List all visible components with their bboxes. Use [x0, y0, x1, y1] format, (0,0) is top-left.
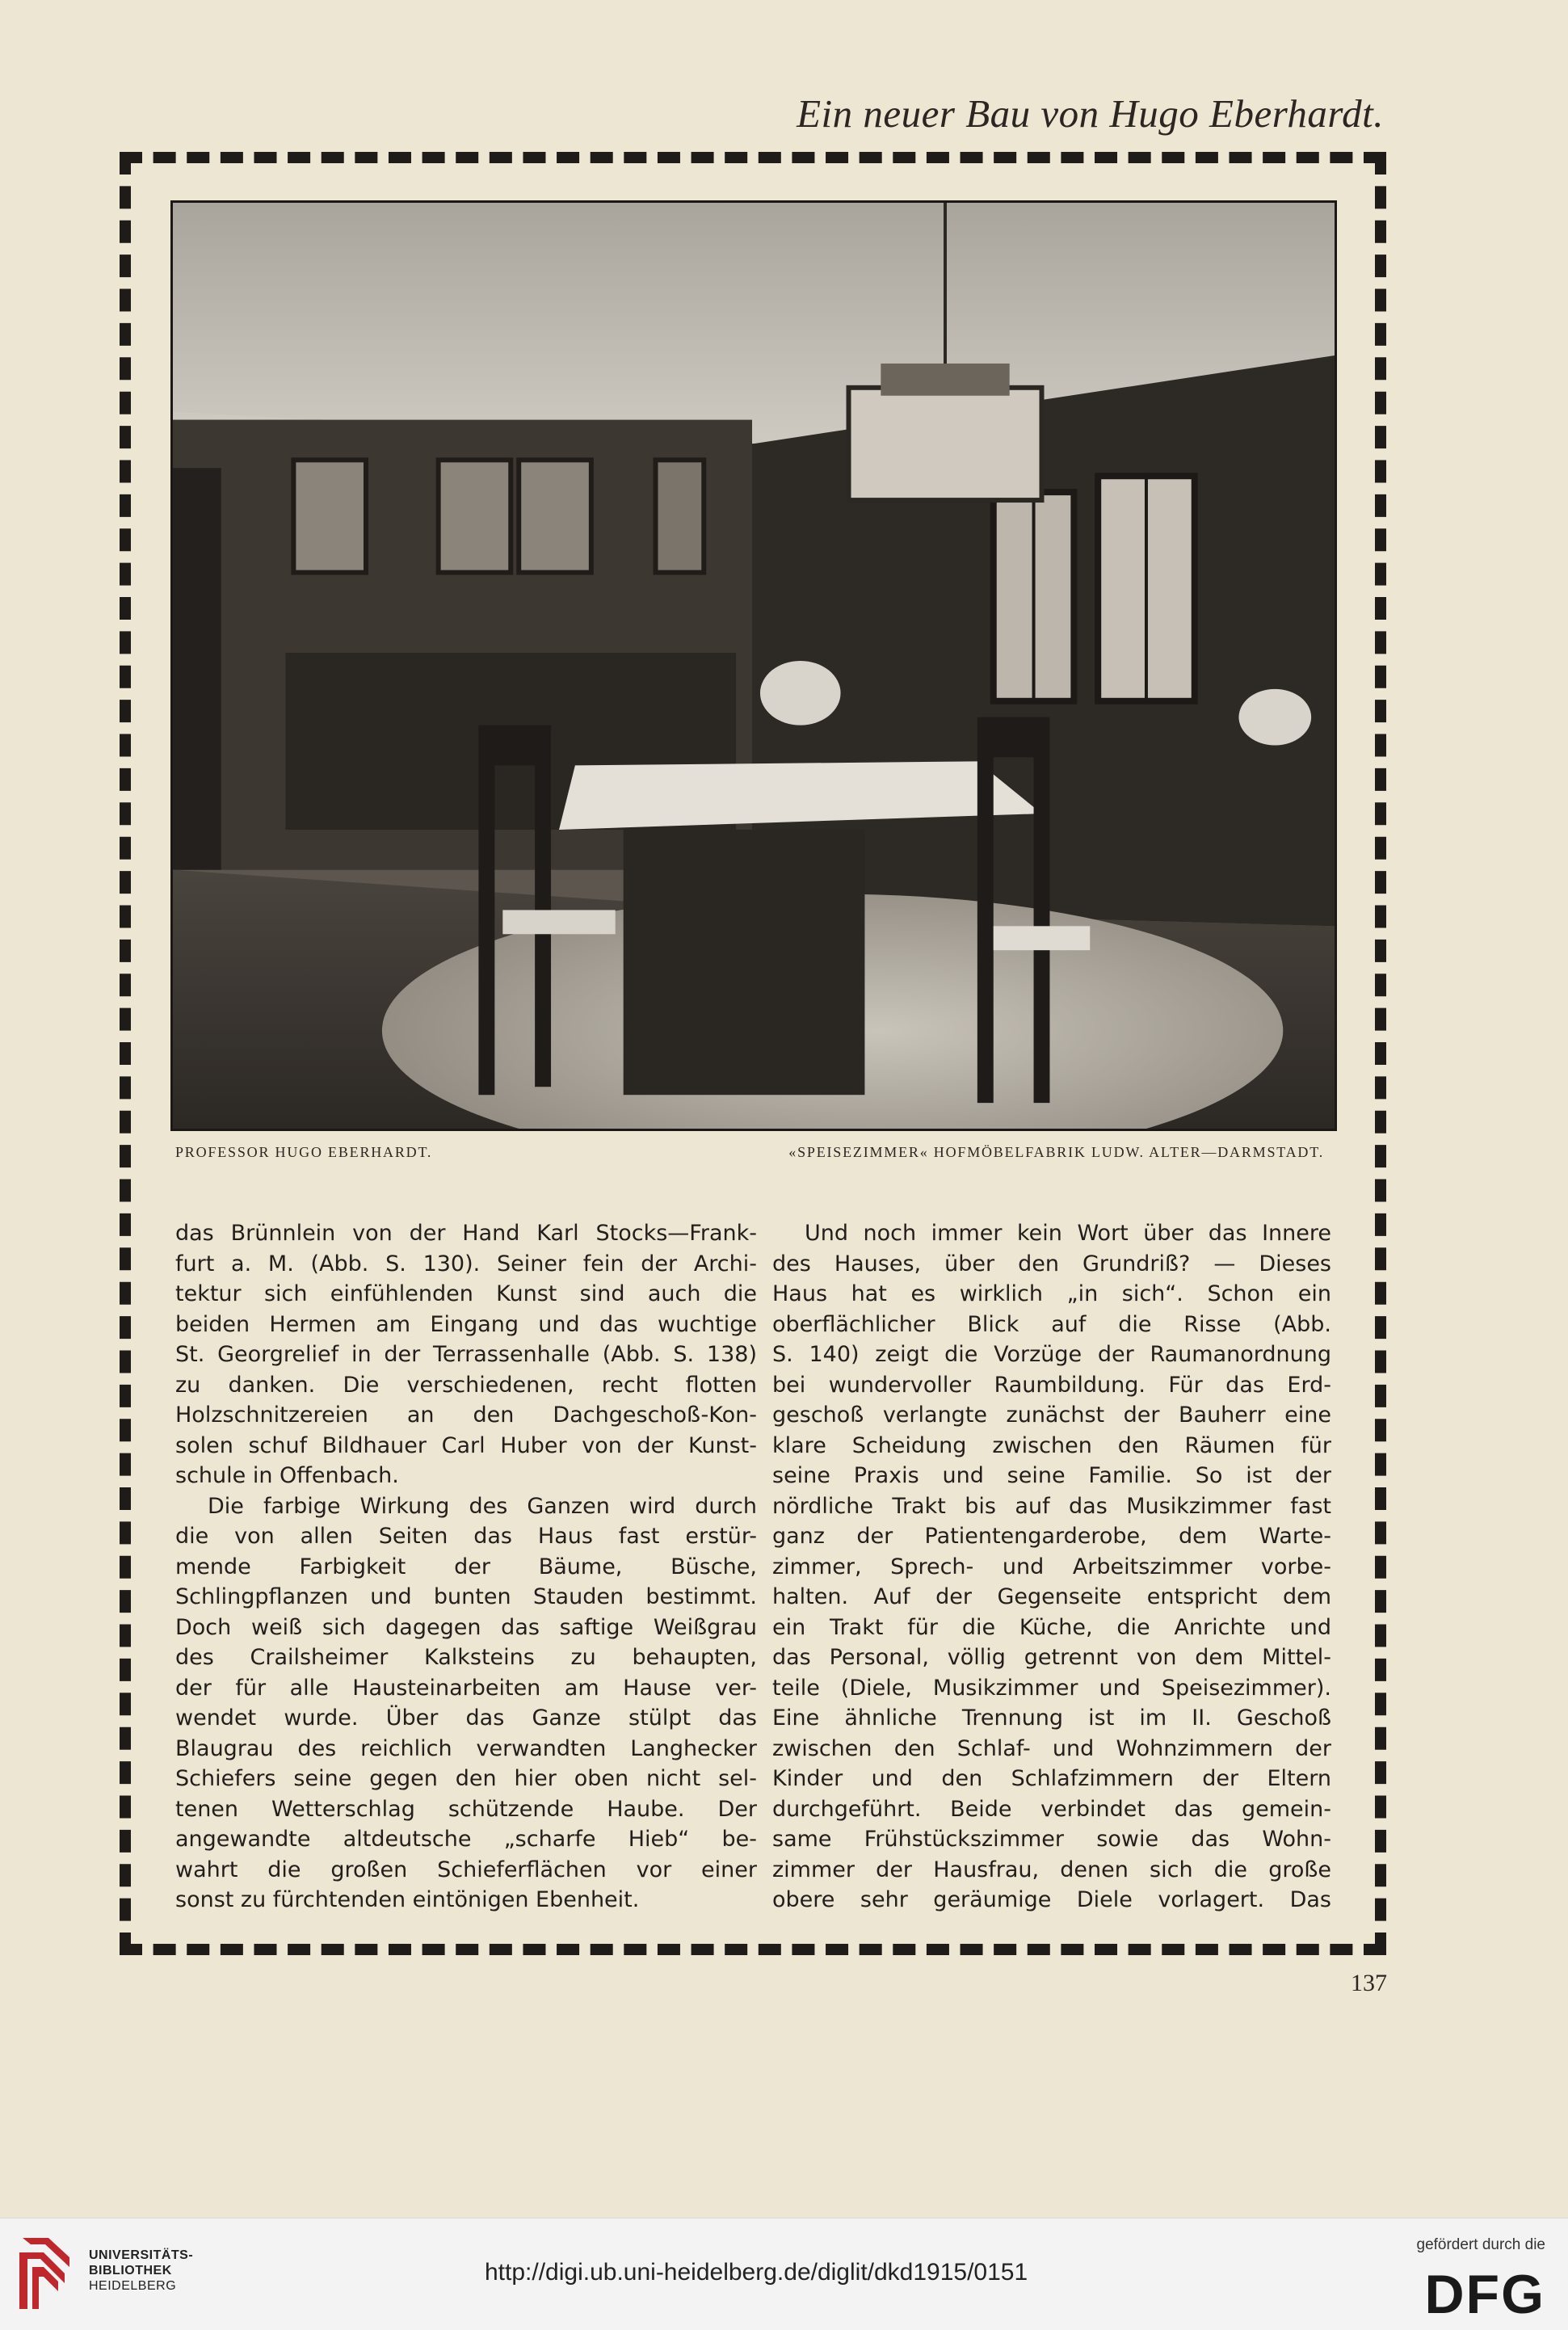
text-line: S. 140) zeigt die Vorzüge der Raumanordnung — [772, 1342, 1331, 1367]
text-line: geschoß verlangte zunächst der Bauherr eine — [772, 1403, 1331, 1428]
permalink-url[interactable]: http://digi.ub.uni-heidelberg.de/diglit/dkd1915/0151 — [485, 2259, 1028, 2286]
text-line: seine Praxis und seine Familie. So ist der — [772, 1463, 1331, 1488]
text-line: St. Georgrelief in der Terrassenhalle (Abb. S. 138) — [175, 1342, 757, 1367]
text-line: Die farbige Wirkung des Ganzen wird durch — [208, 1493, 757, 1519]
text-line: das Brünnlein von der Hand Karl Stocks—Frank- — [175, 1221, 757, 1246]
text-line: Schiefers seine gegen den hier oben nicht sel- — [175, 1766, 757, 1791]
text-line: Schlingpflanzen und bunten Stauden bestimmt. — [175, 1584, 757, 1609]
text-line: halten. Auf der Gegenseite entspricht dem — [772, 1584, 1331, 1609]
text-line: furt a. M. (Abb. S. 130). Seiner fein der Archi- — [175, 1251, 757, 1276]
text-line: Blaugrau des reichlich verwandten Langhecker — [175, 1735, 757, 1761]
text-line: obere sehr geräumige Diele vorlagert. Das — [772, 1887, 1331, 1912]
text-line: ein Trakt für die Küche, die Anrichte und — [772, 1614, 1331, 1640]
text-line: Haus hat es wirklich „in sich“. Schon ein — [772, 1281, 1331, 1306]
photo-caption-author: PROFESSOR HUGO EBERHARDT. — [175, 1144, 433, 1160]
library-name-line: UNIVERSITÄTS- — [89, 2248, 194, 2262]
library-name — [89, 2248, 193, 2294]
text-line: Holzschnitzereien an den Dachgeschoß-Kon- — [175, 1403, 757, 1428]
text-line: Kinder und den Schlafzimmern der Eltern — [772, 1766, 1331, 1791]
text-line: tektur sich einfühlenden Kunst sind auch die — [175, 1281, 757, 1306]
text-column-left — [175, 1218, 757, 1916]
page-number: 137 — [1351, 1970, 1387, 1996]
text-line: beiden Hermen am Eingang und das wuchtige — [175, 1311, 757, 1337]
text-line: Eine ähnliche Trennung ist im II. Geschoß — [772, 1705, 1331, 1731]
text-line: teile (Diele, Musikzimmer und Speisezimmer). — [772, 1675, 1331, 1701]
text-line: die von allen Seiten das Haus fast erstür- — [175, 1524, 757, 1549]
text-line: mende Farbigkeit der Bäume, Büsche, — [175, 1554, 757, 1579]
text-line: Und noch immer kein Wort über das Innere — [805, 1221, 1331, 1246]
text-line: zimmer der Hausfrau, denen sich die große — [772, 1857, 1331, 1882]
text-line: zimmer, Sprech- und Arbeitszimmer vorbe- — [772, 1554, 1331, 1579]
text-line: des Crailsheimer Kalksteins zu behaupten, — [175, 1645, 757, 1670]
text-line: oberflächlicher Blick auf die Risse (Abb. — [772, 1311, 1331, 1337]
text-line: angewandte altdeutsche „scharfe Hieb“ be- — [175, 1827, 757, 1852]
text-line: zwischen den Schlaf- und Wohnzimmern der — [772, 1735, 1331, 1761]
funded-by-label: gefördert durch die — [1416, 2236, 1545, 2253]
text-line: wendet wurde. Über das Ganze stülpt das — [175, 1705, 757, 1731]
library-name-line: BIBLIOTHEK — [89, 2264, 172, 2277]
text-line: solen schuf Bildhauer Carl Huber von der Kunst- — [175, 1432, 757, 1458]
text-line: tenen Wetterschlag schützende Haube. Der — [175, 1796, 757, 1822]
library-name-line: HEIDELBERG — [89, 2279, 177, 2293]
text-line: klare Scheidung zwischen den Räumen für — [772, 1432, 1331, 1458]
text-line: ganz der Patientengarderobe, dem Warte- — [772, 1524, 1331, 1549]
text-line: sonst zu fürchtenden eintönigen Ebenheit. — [175, 1887, 640, 1912]
text-column-right — [772, 1218, 1331, 1916]
university-library-logo-icon — [16, 2235, 76, 2312]
photo-dining-room — [173, 203, 1335, 1129]
dining-room-photo — [170, 200, 1337, 1131]
text-line: durchgeführt. Beide verbindet das gemein- — [772, 1796, 1331, 1822]
text-line: schule in Offenbach. — [175, 1463, 399, 1488]
dfg-logo: DFG — [1424, 2264, 1545, 2325]
photo-caption-title: «SPEISEZIMMER« HOFMÖBELFABRIK LUDW. ALTER—DARMSTADT. — [788, 1144, 1324, 1160]
text-line: der für alle Hausteinarbeiten am Hause ver- — [175, 1675, 757, 1701]
text-line: wahrt die großen Schieferflächen vor einer — [175, 1857, 757, 1882]
text-line: zu danken. Die verschiedenen, recht flotten — [175, 1372, 757, 1398]
text-line: Doch weiß sich dagegen das saftige Weißgrau — [175, 1614, 757, 1640]
text-line: same Frühstückszimmer sowie das Wohn- — [772, 1827, 1331, 1852]
text-line: das Personal, völlig getrennt von dem Mittel- — [772, 1645, 1331, 1670]
text-line: des Hauses, über den Grundriß? — Dieses — [772, 1251, 1331, 1276]
digitization-footer — [0, 2218, 1568, 2330]
running-head: Ein neuer Bau von Hugo Eberhardt. — [797, 91, 1384, 136]
text-line: bei wundervoller Raumbildung. Für das Erd- — [772, 1372, 1331, 1398]
text-line: nördliche Trakt bis auf das Musikzimmer fast — [772, 1493, 1331, 1519]
